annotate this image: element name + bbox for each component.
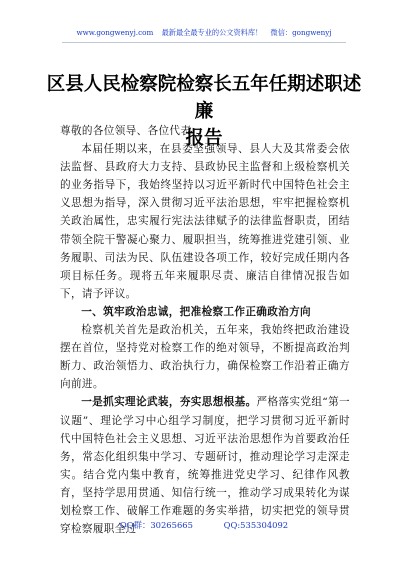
site-url-link[interactable]: www.gongwenyj.com [76, 28, 154, 37]
header-divider [62, 42, 346, 43]
header-banner [0, 28, 408, 38]
qq-group: QQ群：30265665 [119, 520, 193, 530]
site-slogan: 最新最全最专业的公文资料库！ [161, 28, 263, 37]
theory-paragraph-lead: 一是抓实理论武装，夯实思想根基。 [81, 396, 257, 409]
section-1-paragraph: 检察机关首先是政治机关，五年来，我始终把政治建设摆在首位，坚持党对检察工作的绝对领导，不断提高政治判断力、政治领悟力、政治执行力，确保检察工作沿着正确方向前进。 [60, 324, 350, 391]
section-heading-1: 一、筑牢政治忠诚，把准检察工作正确政治方向 [81, 305, 312, 318]
footer-contacts [0, 519, 408, 531]
intro-paragraph: 本届任期以来，在县委坚强领导、县人大及其常委会依法监督、县政府大力支持、县政协民主监督和上级检察机关的业务指导下，我始终坚持以习近平新时代中国特色社会主义思想为指导，深入贯彻习近平法治思想，牢牢把握检察机关政治属性，忠实履行宪法法律赋予的法律监督职责，团结带领全院干警凝心聚力、履职担当，统筹推进党建引领、业务履职、司法为民、队伍建设各项工作，较好完成任期内各项目标任务。现将五年来履职尽责、廉洁自律情况报告如下，请予评议。 [60, 143, 350, 300]
wechat-id: 微信：gongwenyj [270, 28, 332, 37]
document-title-line-2: 报告 [185, 128, 223, 149]
qq-contact: QQ:535304092 [223, 520, 289, 530]
theory-paragraph [60, 393, 350, 538]
document-body [60, 122, 350, 538]
theory-paragraph-body: 严格落实党组“第一议题”、理论学习中心组学习制度，把学习贯彻习近平新时代中国特色社会主义思想、习近平法治思想作为首要政治任务，常态化组织集中学习、专题研讨，推动理论学习走深走实。结合党内集中教育，统筹推进党史学习、纪律作风教育，坚持学思用贯通、知信行统一，推动学习成果转化为谋划检察工作、破解工作难题的务实举措，切实把党的领导贯穿检察履职全过 [60, 396, 350, 536]
salutation: 尊敬的各位领导、各位代表： [60, 125, 203, 137]
document-title-line-1: 区县人民检察院检察长五年任期述职述廉 [46, 74, 362, 122]
